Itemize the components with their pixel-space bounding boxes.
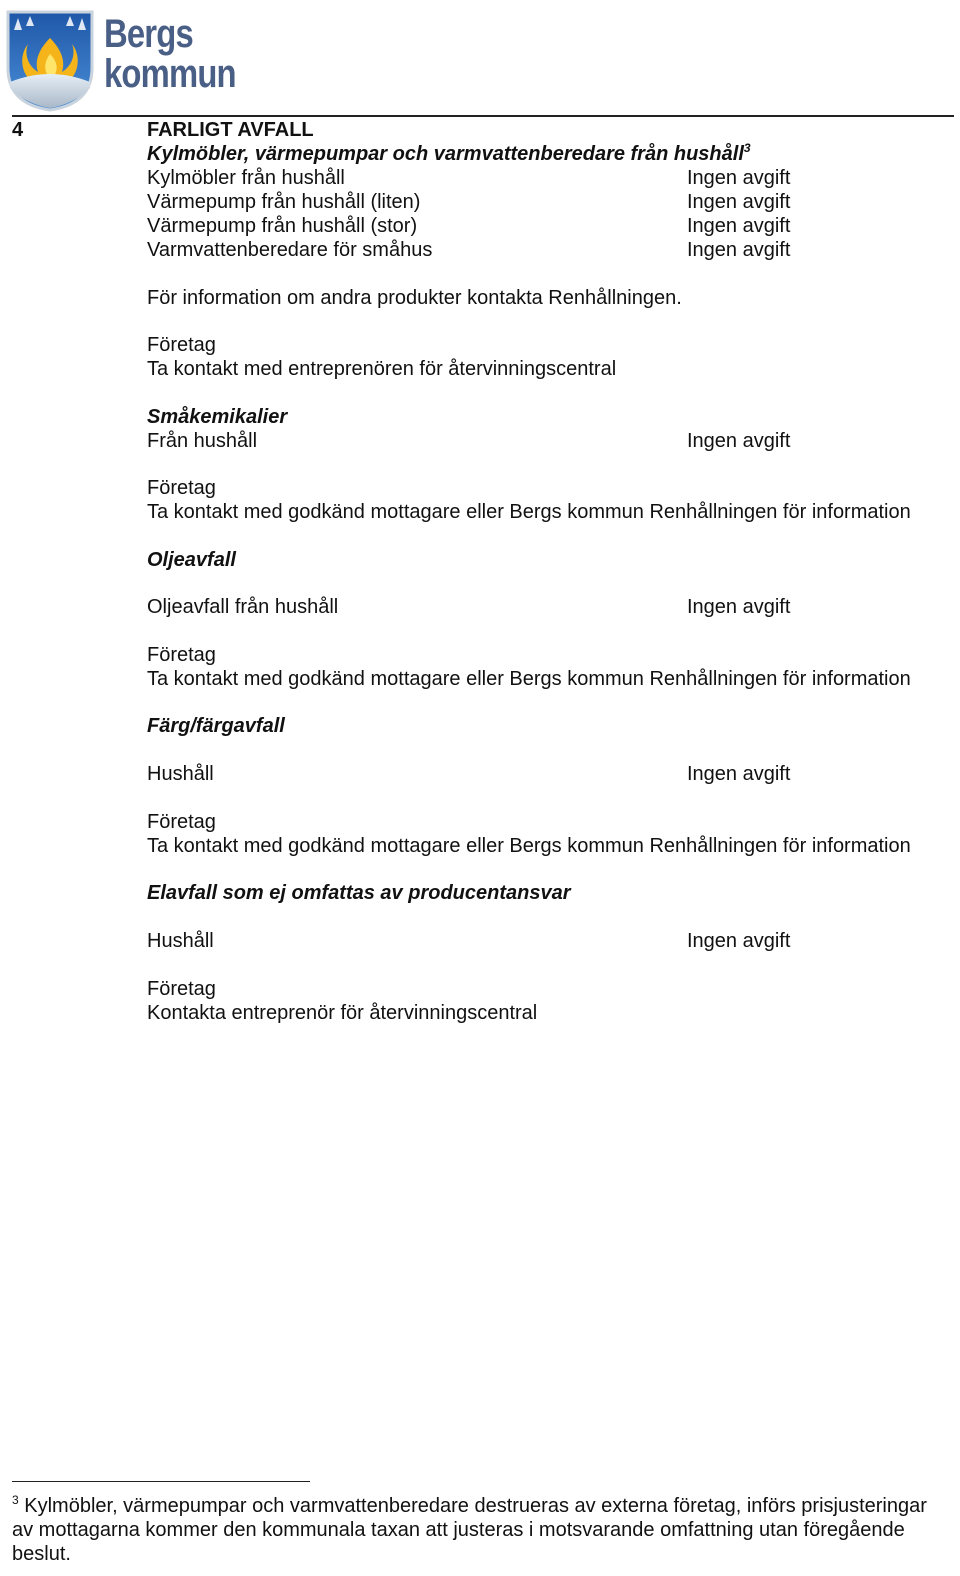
fee-value: Ingen avgift bbox=[687, 596, 791, 618]
footnote-reference: 3 bbox=[743, 141, 751, 155]
company-instruction: Ta kontakt med godkänd mottagare eller Bergs kommun Renhållningen för information bbox=[147, 501, 911, 523]
section-title: FARLIGT AVFALL bbox=[147, 119, 314, 141]
fee-item-name: Värmepump från hushåll (liten) bbox=[147, 191, 421, 213]
fee-value: Ingen avgift bbox=[687, 239, 791, 261]
logo-wordmark bbox=[104, 14, 236, 94]
company-label: Företag bbox=[147, 978, 216, 1000]
company-instruction: Kontakta entreprenör för återvinningscentral bbox=[147, 1002, 538, 1024]
fee-item-name: Varmvattenberedare för småhus bbox=[147, 239, 433, 261]
logo-text-bergs: Bergs bbox=[104, 12, 193, 56]
footnote bbox=[12, 1494, 942, 1566]
logo-text-kommun: kommun bbox=[104, 52, 236, 96]
bergs-kommun-logo bbox=[4, 8, 236, 112]
company-instruction: Ta kontakt med godkänd mottagare eller Bergs kommun Renhållningen för information bbox=[147, 668, 911, 690]
fee-item-name: Kylmöbler från hushåll bbox=[147, 167, 345, 189]
fee-value: Ingen avgift bbox=[687, 763, 791, 785]
header-divider bbox=[12, 115, 954, 117]
fee-value: Ingen avgift bbox=[687, 930, 791, 952]
footnote-number: 3 bbox=[12, 1493, 19, 1507]
fee-item-name: Hushåll bbox=[147, 930, 214, 952]
footnote-text: Kylmöbler, värmepumpar och varmvattenberedare destrueras av externa företag, införs prisjusteringar av mottagarna kommer den kommunala taxan att justeras i motsvarande omfattning utan föregående beslut. bbox=[12, 1495, 927, 1565]
company-label: Företag bbox=[147, 334, 216, 356]
company-instruction: Ta kontakt med entreprenören för återvinningscentral bbox=[147, 358, 617, 380]
info-note: För information om andra produkter kontakta Renhållningen. bbox=[147, 287, 682, 309]
fee-value: Ingen avgift bbox=[687, 167, 791, 189]
subsection-heading-oil: Oljeavfall bbox=[147, 549, 236, 571]
fee-value: Ingen avgift bbox=[687, 191, 791, 213]
company-label: Företag bbox=[147, 477, 216, 499]
company-instruction: Ta kontakt med godkänd mottagare eller Bergs kommun Renhållningen för information bbox=[147, 835, 911, 857]
subsection-heading-text: Kylmöbler, värmepumpar och varmvattenberedare från hushåll bbox=[147, 143, 744, 165]
subsection-heading-chemicals: Småkemikalier bbox=[147, 406, 288, 428]
footnote-divider bbox=[12, 1481, 310, 1482]
fee-value: Ingen avgift bbox=[687, 215, 791, 237]
company-label: Företag bbox=[147, 644, 216, 666]
fee-item-name: Hushåll bbox=[147, 763, 214, 785]
fee-item-name: Värmepump från hushåll (stor) bbox=[147, 215, 418, 237]
subsection-heading-cooling bbox=[147, 142, 751, 166]
section-number: 4 bbox=[12, 119, 24, 141]
subsection-heading-paint: Färg/färgavfall bbox=[147, 715, 285, 737]
fee-value: Ingen avgift bbox=[687, 430, 791, 452]
fee-item-name: Oljeavfall från hushåll bbox=[147, 596, 339, 618]
fee-item-name: Från hushåll bbox=[147, 430, 258, 452]
municipal-crest-icon bbox=[4, 8, 96, 112]
subsection-heading-electronics: Elavfall som ej omfattas av producentansvar bbox=[147, 882, 571, 904]
company-label: Företag bbox=[147, 811, 216, 833]
